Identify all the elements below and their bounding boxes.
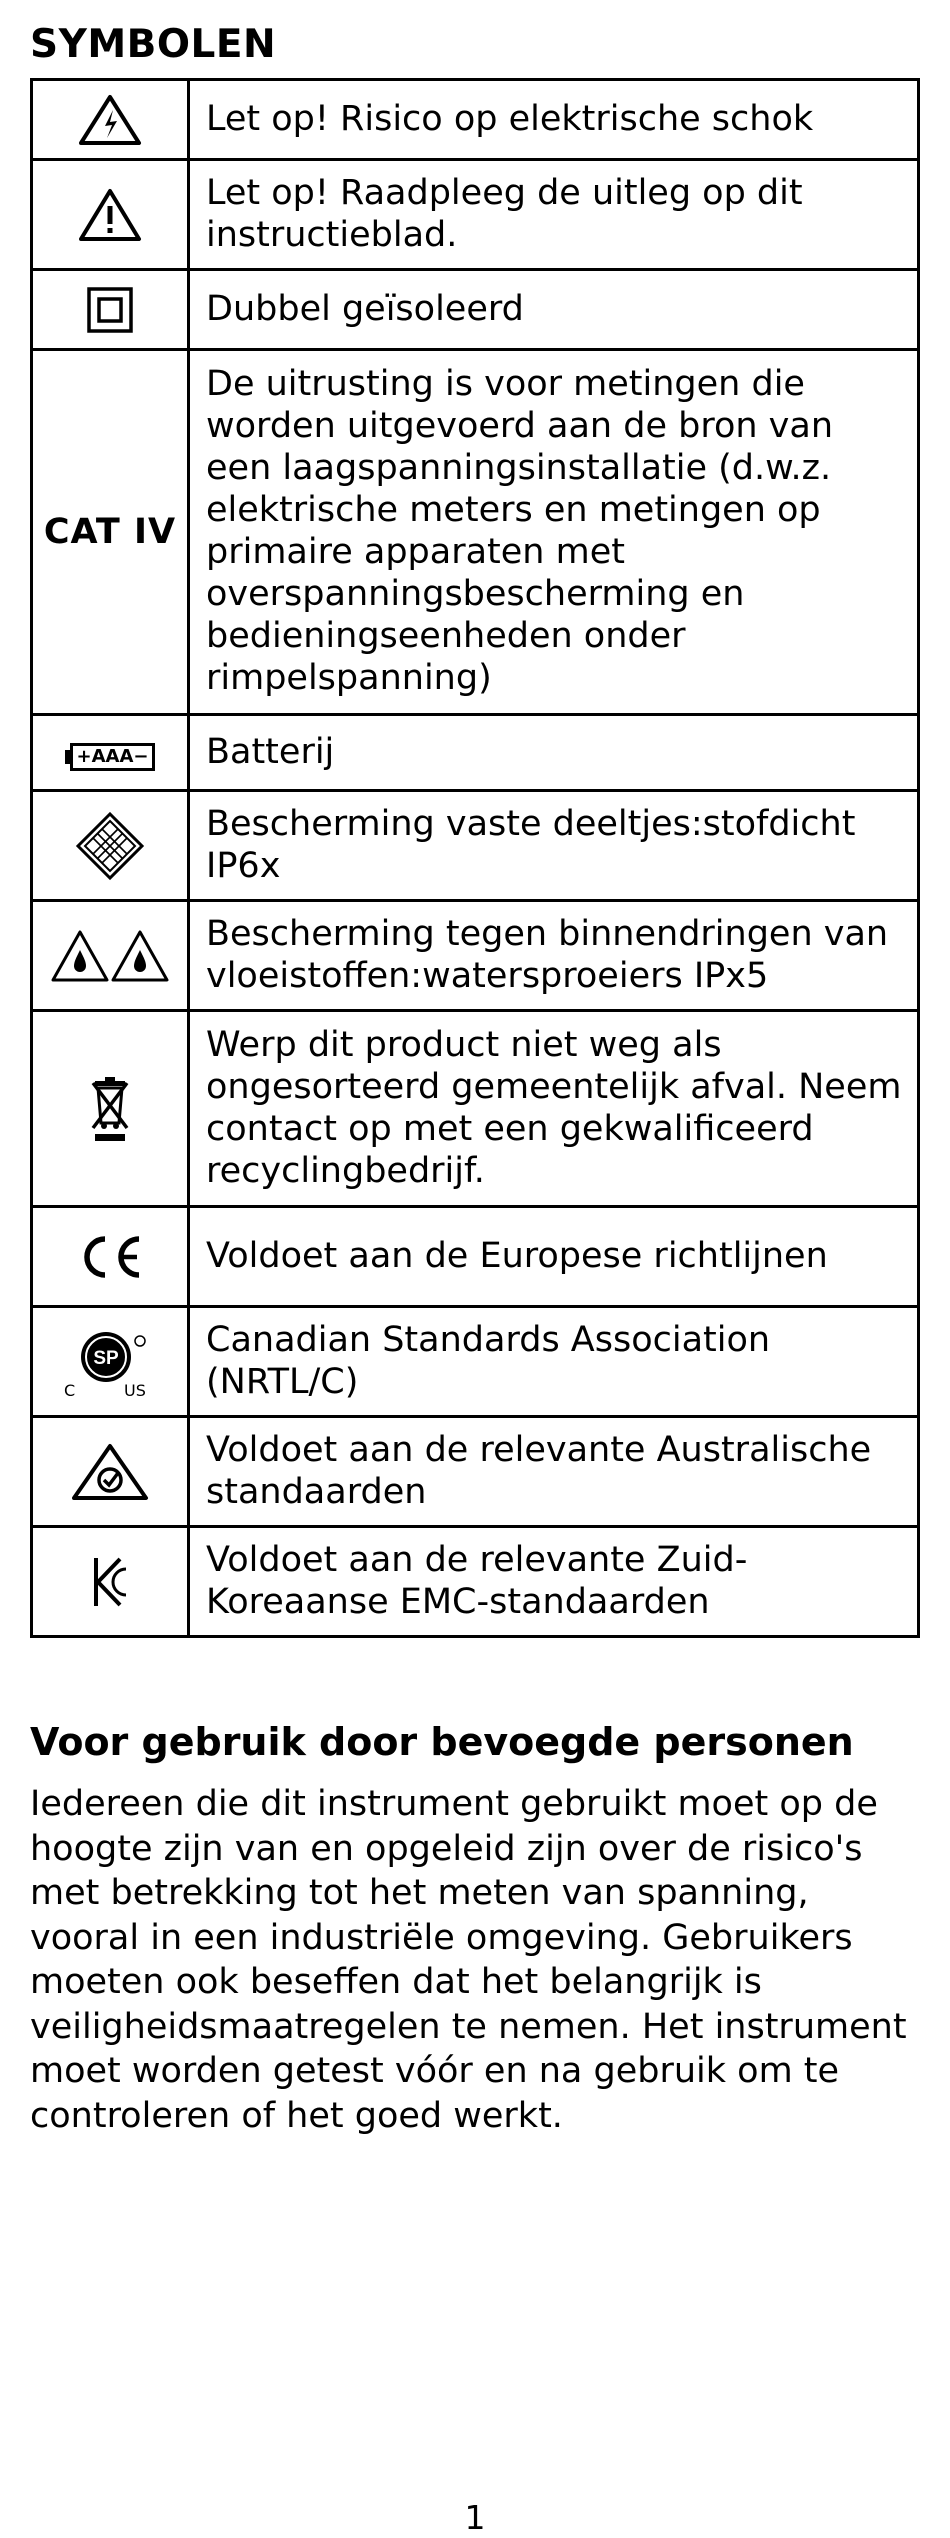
- kc-mark-icon: [90, 1555, 130, 1609]
- symbol-cell: [32, 160, 189, 270]
- section-title: Voor gebruik door bevoegde personen: [30, 1720, 854, 1764]
- caution-warning-icon: [77, 187, 143, 243]
- symbol-cell: [32, 1417, 189, 1527]
- table-row: [32, 80, 919, 160]
- symbol-description: Voldoet aan de Europese richtlijnen: [189, 1207, 919, 1307]
- csa-label-c: C: [64, 1380, 76, 1400]
- symbol-cell: [32, 1207, 189, 1307]
- symbol-description: Canadian Standards Association (NRTL/C): [189, 1307, 919, 1417]
- symbol-description: Let op! Risico op elektrische schok: [189, 80, 919, 160]
- electric-shock-warning-icon: [77, 93, 143, 147]
- table-row: [32, 160, 919, 270]
- csa-label-us: US: [124, 1380, 146, 1400]
- weee-crossed-bin-icon: [88, 1075, 132, 1143]
- table-row: [32, 901, 919, 1011]
- symbol-cell: [32, 1527, 189, 1637]
- battery-icon: [65, 743, 156, 771]
- symbol-description: Werp dit product niet weg als ongesorteerd gemeentelijk afval. Neem contact op met een gekwalificeerd recyclingbedrijf.: [189, 1011, 919, 1207]
- cat-iv-label: CAT IV: [43, 512, 177, 552]
- table-row: [32, 791, 919, 901]
- water-spray-icon: [50, 928, 170, 984]
- table-row: [32, 715, 919, 791]
- symbol-cell: [32, 791, 189, 901]
- table-row: [32, 1207, 919, 1307]
- symbol-cell: [32, 1307, 189, 1417]
- ce-mark-icon: [75, 1233, 145, 1281]
- page-number: 1: [464, 2498, 486, 2537]
- rcm-mark-icon: [70, 1442, 150, 1502]
- symbols-table: [30, 78, 920, 1638]
- battery-label: +AAA−: [70, 743, 156, 771]
- double-insulated-icon: [86, 286, 134, 334]
- symbol-cell: [32, 80, 189, 160]
- table-row: [32, 1527, 919, 1637]
- symbol-description: Dubbel geïsoleerd: [189, 270, 919, 350]
- dust-tight-icon: [75, 811, 145, 881]
- svg-text:SP: SP: [93, 1347, 119, 1369]
- symbol-description: Bescherming vaste deeltjes:stofdicht IP6x: [189, 791, 919, 901]
- csa-mark-icon: [62, 1323, 158, 1401]
- symbol-description: Voldoet aan de relevante Australische standaarden: [189, 1417, 919, 1527]
- table-row: [32, 1307, 919, 1417]
- table-row: [32, 1417, 919, 1527]
- symbols-heading: SYMBOLEN: [30, 22, 277, 67]
- symbol-cell: [32, 270, 189, 350]
- symbol-description: Voldoet aan de relevante Zuid-Koreaanse EMC-standaarden: [189, 1527, 919, 1637]
- symbol-cell: [32, 350, 189, 715]
- symbol-description: De uitrusting is voor metingen die worden uitgevoerd aan de bron van een laagspanningsinstallatie (d.w.z. elektrische meters en metingen op primaire apparaten met overspanningsbescherming en bedieningseenheden onder rimpelspanning): [189, 350, 919, 715]
- symbol-description: Bescherming tegen binnendringen van vloeistoffen:watersproeiers IPx5: [189, 901, 919, 1011]
- table-row: [32, 270, 919, 350]
- section-body: Iedereen die dit instrument gebruikt moet op de hoogte zijn van en opgeleid zijn over de risico's met betrekking tot het meten van spanning, vooral in een industriële omgeving. Gebruikers moeten ook beseffen dat het belangrijk is veiligheidsmaatregelen te nemen. Het instrument moet worden getest vóór en na gebruik om te controleren of het goed werkt.: [30, 1784, 907, 2136]
- symbol-description: Let op! Raadpleeg de uitleg op dit instructieblad.: [189, 160, 919, 270]
- table-row: [32, 1011, 919, 1207]
- symbol-cell: [32, 901, 189, 1011]
- symbol-description: Batterij: [189, 715, 919, 791]
- symbol-cell: [32, 1011, 189, 1207]
- symbol-cell: [32, 715, 189, 791]
- table-row: [32, 350, 919, 715]
